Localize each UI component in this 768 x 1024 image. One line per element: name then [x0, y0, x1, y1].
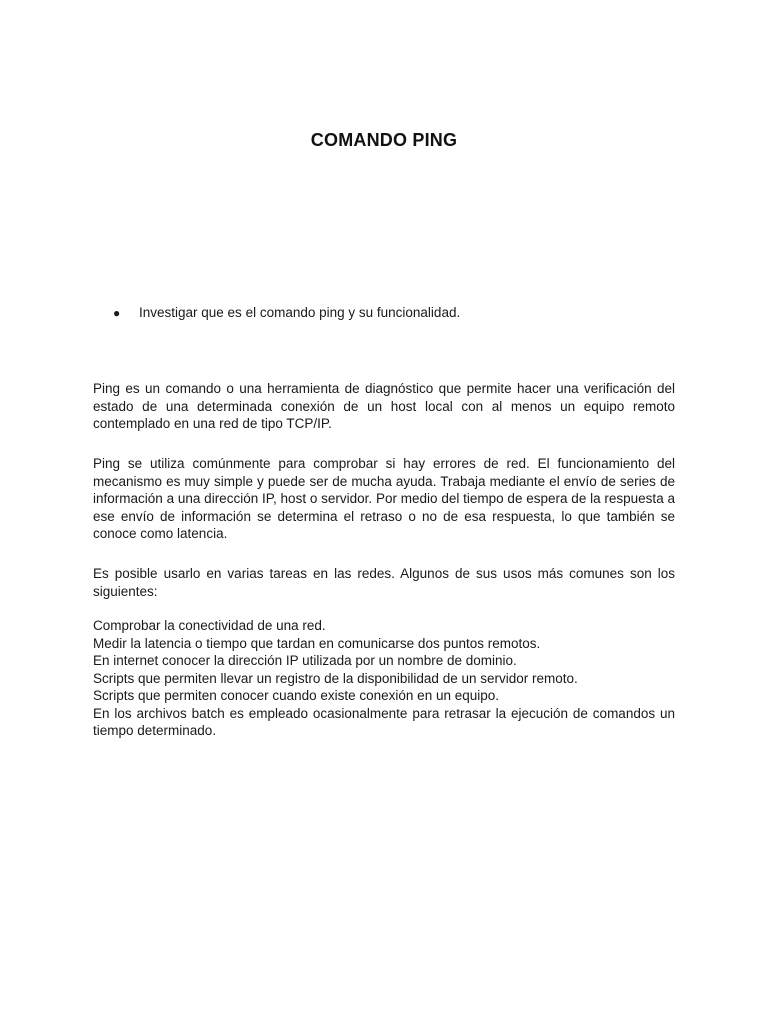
paragraph-text: Ping se utiliza comúnmente para comprobar si hay errores de red. El funcionamiento del mecanismo es muy simple y puede ser de mucha ayuda. Trabaja mediante el envío de series de información a una dirección IP, host o servidor. Por medio del tiempo de espera de la respuesta a ese envío de información se determina el retraso o no de esa respuesta, lo que también se conoce como latencia. [93, 456, 675, 541]
uses-list-item: Medir la latencia o tiempo que tardan en comunicarse dos puntos remotos. [93, 635, 541, 651]
uses-list-item: Comprobar la conectividad de una red. [93, 618, 326, 633]
uses-list-item: Scripts que permiten llevar un registro de la disponibilidad de un servidor remoto. [93, 670, 578, 686]
uses-list-item: Scripts que permiten conocer cuando existe conexión en un equipo. [93, 688, 500, 703]
paragraph-2 [93, 455, 675, 543]
paragraph-text: Es posible usarlo en varias tareas en las redes. Algunos de sus usos más comunes son los siguientes: [93, 566, 675, 599]
paragraph-3 [93, 565, 675, 600]
uses-list-item: En los archivos batch es empleado ocasionalmente para retrasar la ejecución de comandos un tiempo determinado. [93, 705, 675, 738]
uses-list-item: En internet conocer la dirección IP utilizada por un nombre de dominio. [93, 653, 517, 668]
task-bullet-item [113, 305, 460, 320]
bullet-dot-icon: ● [113, 306, 121, 320]
task-bullet-list [113, 305, 460, 320]
page-title: COMANDO PING [310, 130, 458, 150]
paragraph-1 [93, 380, 675, 433]
task-bullet-text: Investigar que es el comando ping y su funcionalidad. [139, 305, 461, 320]
uses-list [93, 617, 675, 740]
paragraph-text: Ping es un comando o una herramienta de diagnóstico que permite hacer una verificación del estado de una determinada conexión de un host local con al menos un equipo remoto contemplado en una red de tipo TCP/IP. [93, 381, 675, 431]
